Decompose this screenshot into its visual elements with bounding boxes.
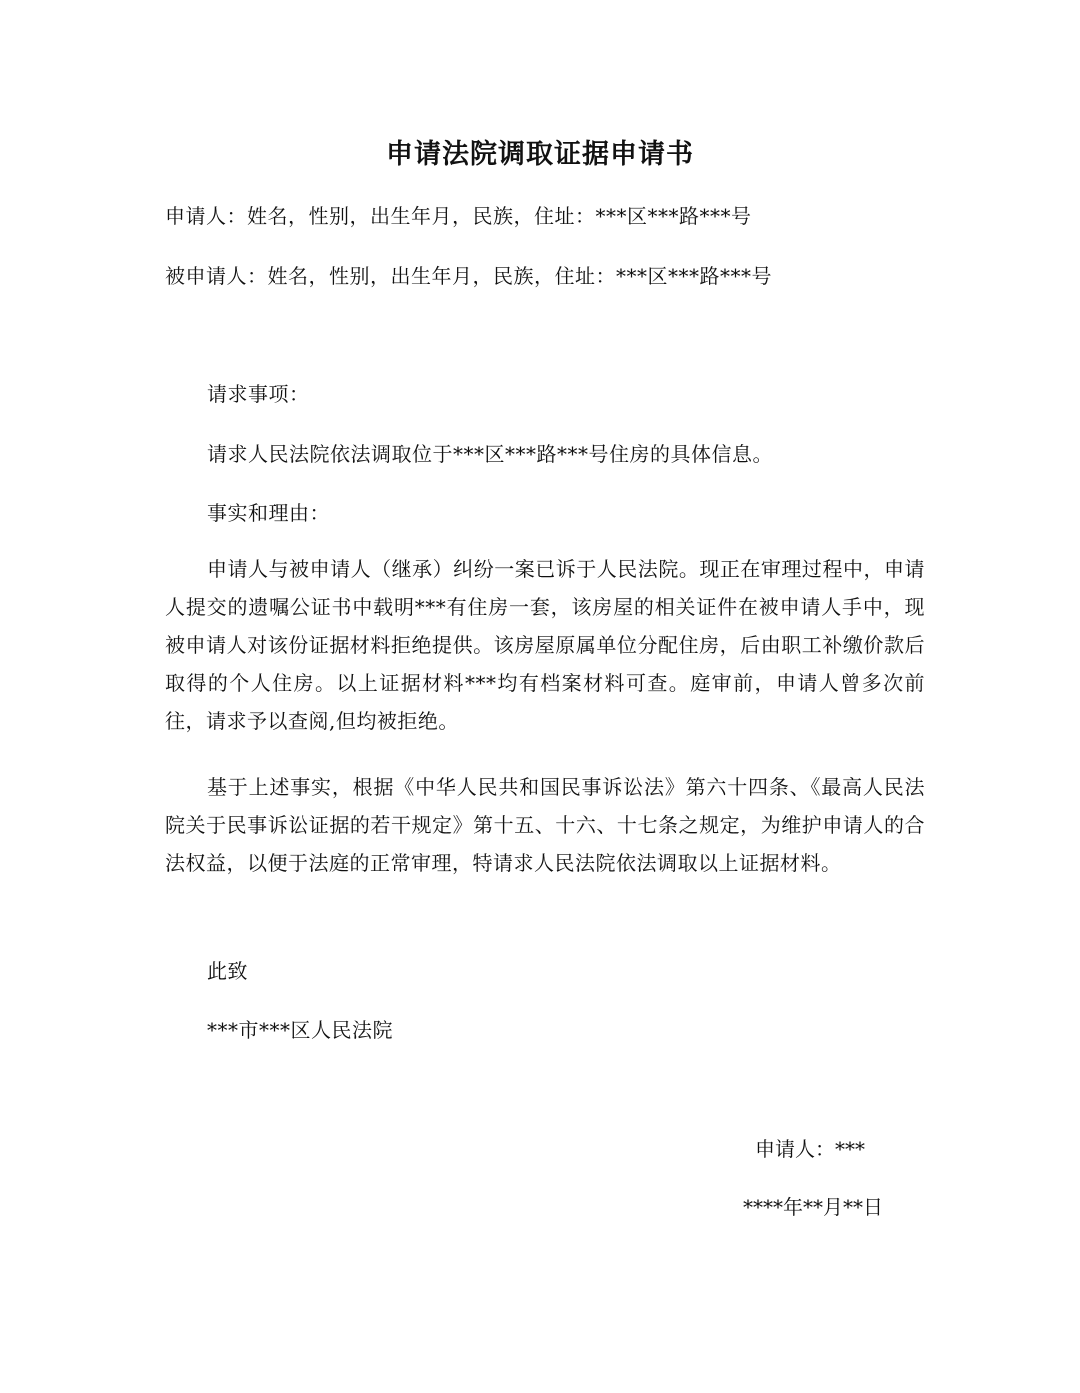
facts-heading: 事实和理由： [207,501,330,525]
date-line: ****年**月**日 [743,1195,883,1219]
court-name: ***市***区人民法院 [207,1018,393,1042]
respondent-line: 被申请人：姓名，性别，出生年月，民族，住址：***区***路***号 [165,264,772,288]
request-text: 请求人民法院依法调取位于***区***路***号住房的具体信息。 [207,442,773,466]
basis-paragraph: 基于上述事实，根据《中华人民共和国民事诉讼法》第六十四条、《最高人民法院关于民事诉讼证据的若干规定》第十五、十六、十七条之规定，为维护申请人的合法权益，以便于法庭的正常审理，特请求人民法院依法调取以上证据材料。 [165,775,925,875]
salutation: 此致 [207,959,248,983]
facts-paragraph: 申请人与被申请人（继承）纠纷一案已诉于人民法院。现正在审理过程中，申请人提交的遗嘱公证书中载明***有住房一套，该房屋的相关证件在被申请人手中，现被申请人对该份证据材料拒绝提供。该房屋原属单位分配住房，后由职工补缴价款后取得的个人住房。以上证据材料***均有档案材料可查。庭审前，申请人曾多次前往，请求予以查阅,但均被拒绝。 [165,557,925,733]
signature-line: 申请人：*** [755,1137,865,1161]
applicant-line: 申请人：姓名，性别，出生年月，民族，住址：***区***路***号 [165,204,752,228]
document-title: 申请法院调取证据申请书 [386,139,694,170]
request-heading: 请求事项： [207,382,310,406]
